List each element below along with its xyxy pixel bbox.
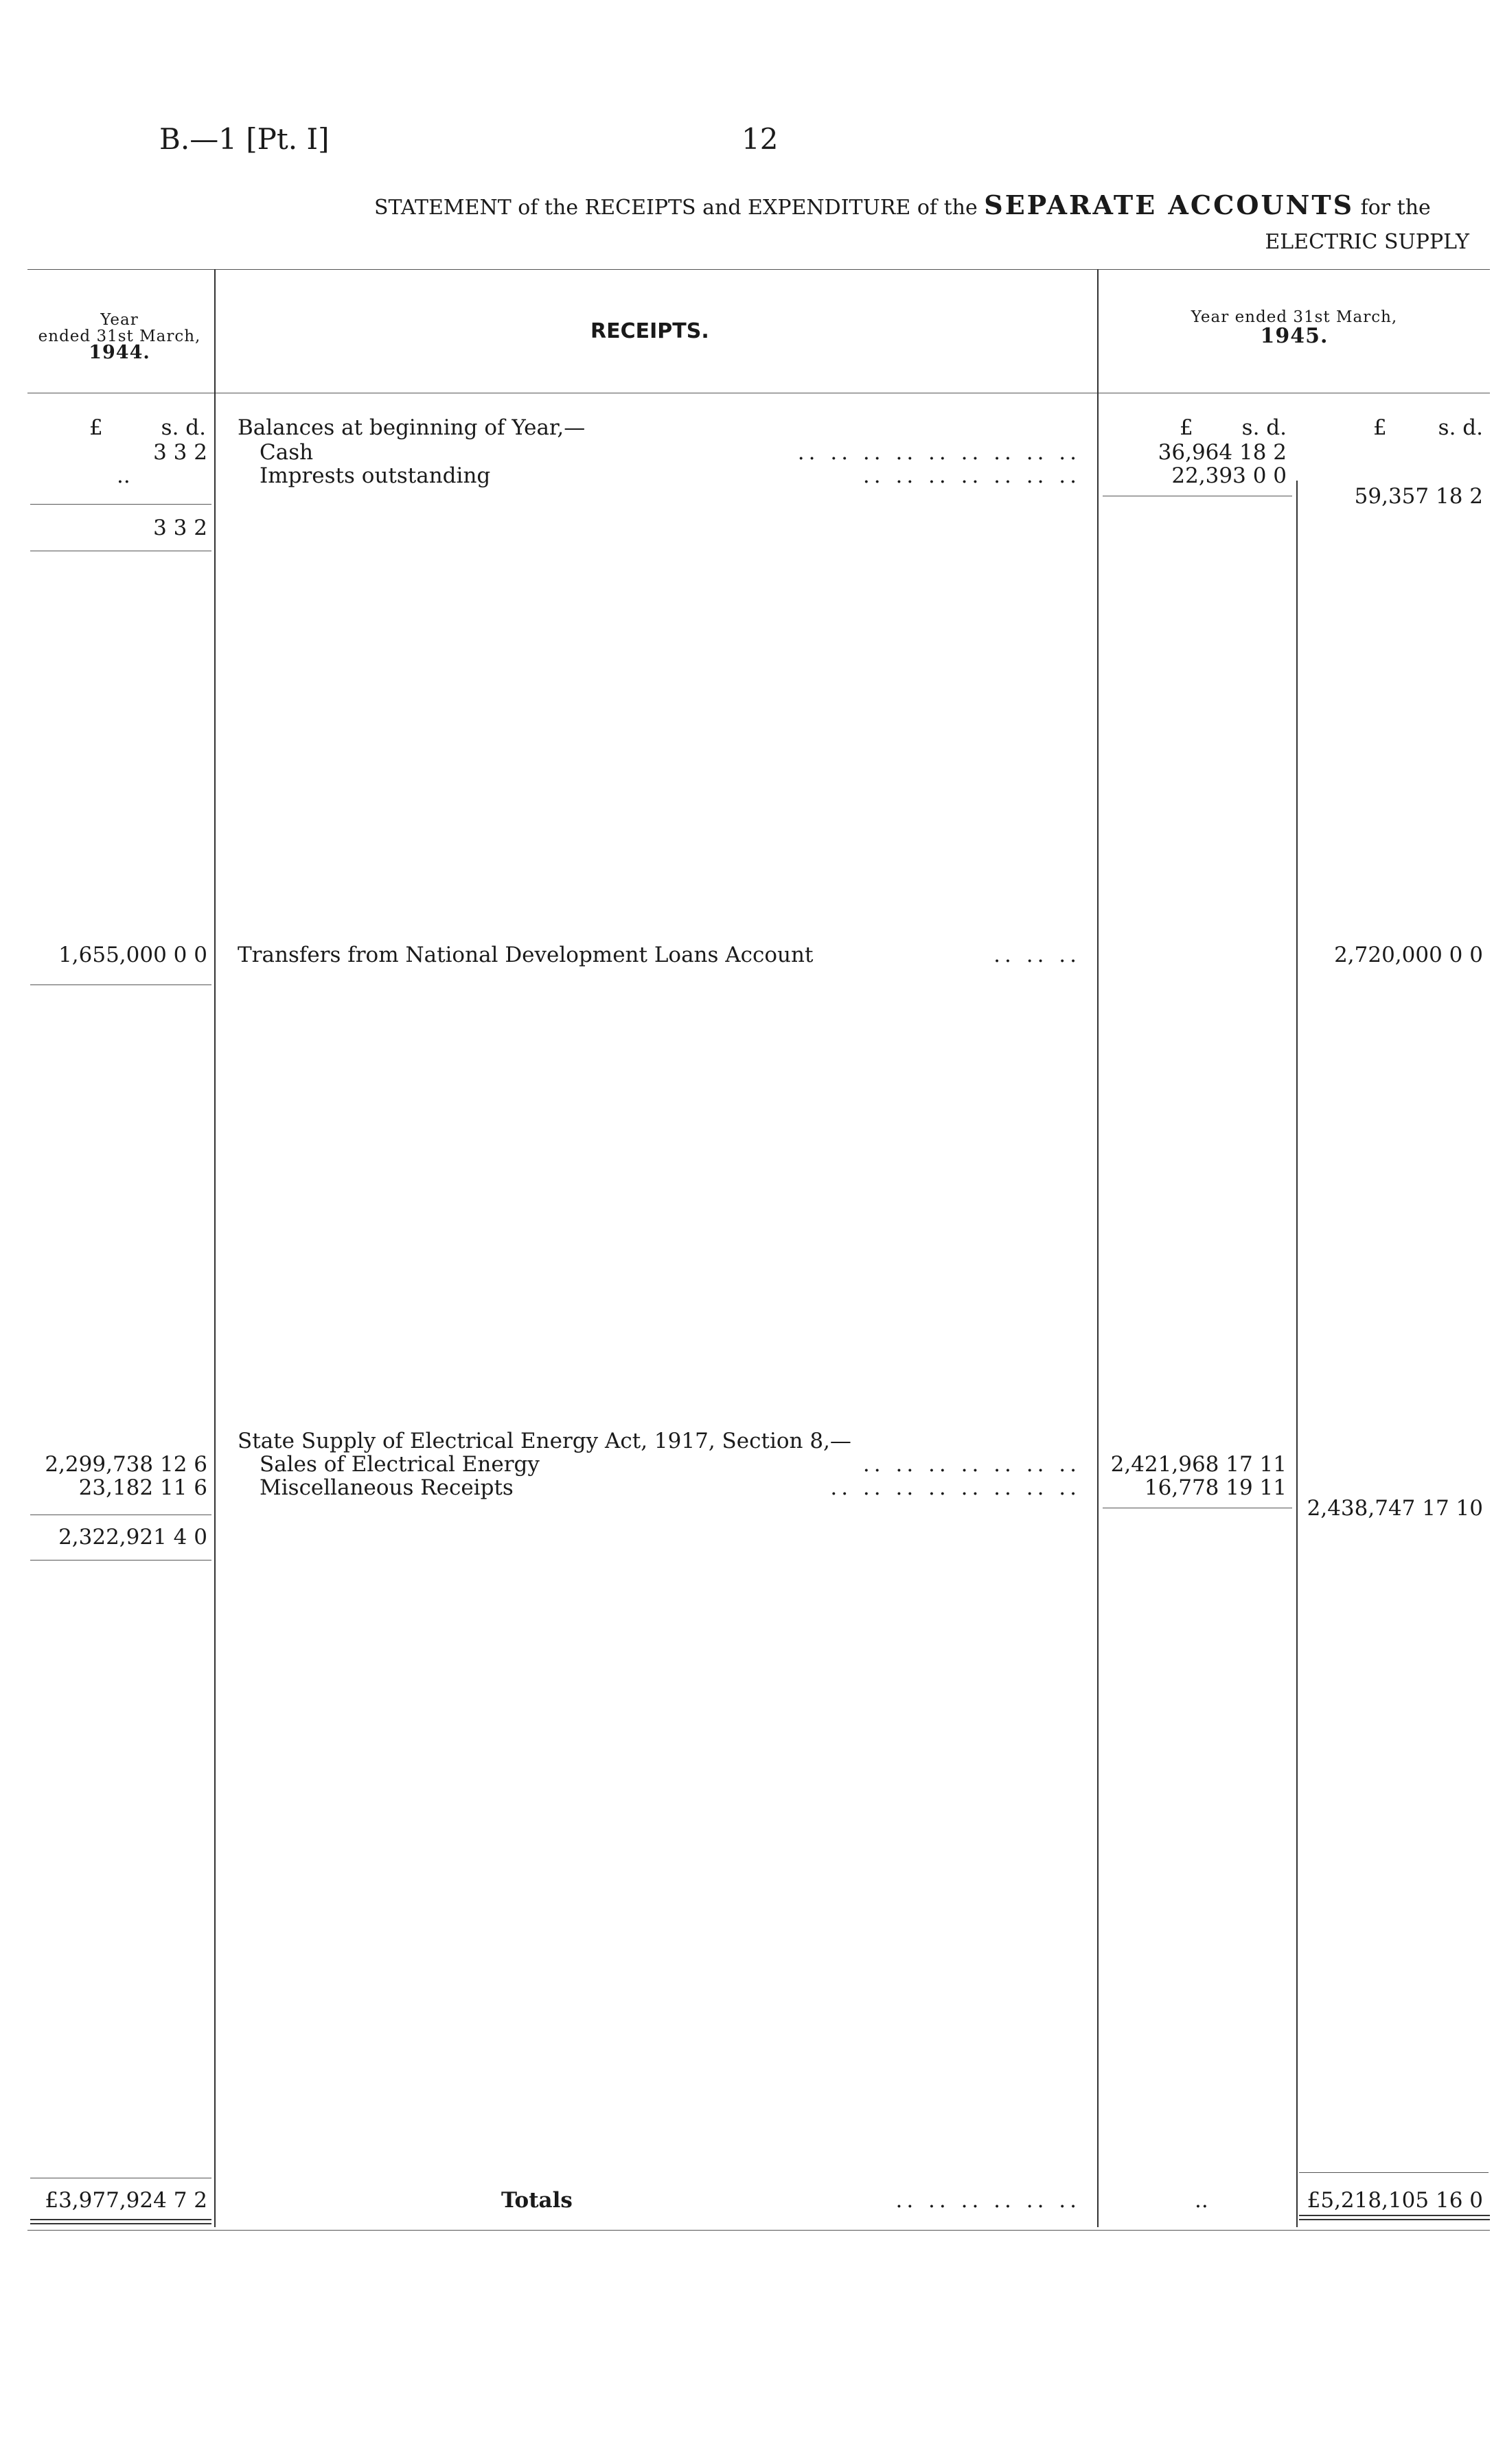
totals-leader: .. .. .. .. .. ..: [895, 2188, 1081, 2213]
balances-heading: Balances at beginning of Year,—: [238, 415, 586, 440]
mid-pound-head: £: [1180, 415, 1193, 440]
balances-prev-subtotal-rule: [30, 504, 211, 505]
title-prefix: STATEMENT of the RECEIPTS and EXPENDITURE of the: [374, 196, 978, 220]
current-year-header: [1099, 308, 1490, 346]
totals-mid: ..: [1195, 2188, 1208, 2213]
page-number: 12: [742, 122, 779, 156]
totals-top-rule: [1299, 2172, 1489, 2173]
top-rule: [27, 269, 1490, 270]
sales-prev-year: 2,299,738 12 6: [45, 1452, 207, 1477]
cash-label: Cash: [260, 440, 314, 465]
balances-prev-total: 3 3 2: [153, 516, 207, 540]
sales-leader: .. .. .. .. .. .. ..: [862, 1452, 1081, 1477]
right-pound-head: £: [1373, 415, 1387, 440]
column-divider-left: [214, 269, 216, 2227]
sales-amount: 2,421,968 17 11: [1110, 1452, 1287, 1477]
imprests-leader: .. .. .. .. .. .. ..: [862, 463, 1081, 488]
totals-prev-double-rule-2: [30, 2223, 211, 2224]
totals-prev-year: £3,977,924 7 2: [45, 2188, 207, 2213]
imprests-prev-year: ..: [117, 463, 130, 488]
current-year-line1: Year ended 31st March,: [1191, 308, 1398, 326]
title-suffix: for the: [1360, 196, 1431, 220]
totals-double-rule-2: [1299, 2219, 1490, 2220]
right-sd-head: s. d.: [1438, 415, 1483, 440]
prev-year-header: [27, 312, 211, 361]
page-reference: B.—1 [Pt. I]: [159, 122, 330, 156]
transfers-total: 2,720,000 0 0: [1334, 943, 1483, 967]
current-year-line2: 1945.: [1260, 324, 1329, 348]
statement-title: [374, 189, 1431, 220]
title-line2: ELECTRIC SUPPLY: [1265, 230, 1469, 254]
sales-label: Sales of Electrical Energy: [260, 1452, 540, 1477]
mid-sd-head: s. d.: [1241, 415, 1287, 440]
bottom-rule: [27, 2230, 1490, 2231]
imprests-amount: 22,393 0 0: [1171, 463, 1287, 488]
misc-receipts-prev-year: 23,182 11 6: [78, 1475, 207, 1500]
misc-receipts-leader: .. .. .. .. .. .. .. ..: [830, 1475, 1081, 1500]
prev-year-line1: Year: [100, 311, 139, 329]
transfers-prev-year: 1,655,000 0 0: [58, 943, 207, 967]
prev-pound-head: £: [89, 415, 103, 440]
misc-receipts-label: Miscellaneous Receipts: [260, 1475, 514, 1500]
state-supply-prev-total-rule: [30, 1560, 211, 1561]
transfers-label: Transfers from National Development Loans Account: [238, 943, 814, 967]
totals-label: Totals: [501, 2188, 573, 2213]
prev-year-line3: 1944.: [89, 342, 150, 363]
prev-sd-head: s. d.: [161, 415, 206, 440]
receipts-heading: RECEIPTS.: [590, 319, 709, 343]
cash-prev-year: 3 3 2: [153, 440, 207, 465]
transfers-leader: .. .. ..: [993, 943, 1081, 967]
totals-double-rule-1: [1299, 2215, 1490, 2216]
prev-year-line2: ended 31st March,: [38, 327, 201, 345]
imprests-label: Imprests outstanding: [260, 463, 491, 488]
column-divider-mid: [1097, 269, 1099, 2227]
balances-total: 59,357 18 2: [1354, 484, 1483, 509]
column-divider-right: [1296, 481, 1298, 2227]
title-emphasis: SEPARATE ACCOUNTS: [984, 189, 1355, 220]
state-supply-heading: State Supply of Electrical Energy Act, 1917, Section 8,—: [238, 1429, 851, 1453]
misc-receipts-amount: 16,778 19 11: [1144, 1475, 1287, 1500]
cash-amount: 36,964 18 2: [1158, 440, 1287, 465]
totals-amount: £5,218,105 16 0: [1307, 2188, 1483, 2213]
state-supply-prev-total: 2,322,921 4 0: [58, 1525, 207, 1550]
state-supply-total: 2,438,747 17 10: [1307, 1496, 1483, 1521]
cash-leader: .. .. .. .. .. .. .. .. ..: [797, 440, 1081, 465]
totals-prev-double-rule-1: [30, 2219, 211, 2220]
